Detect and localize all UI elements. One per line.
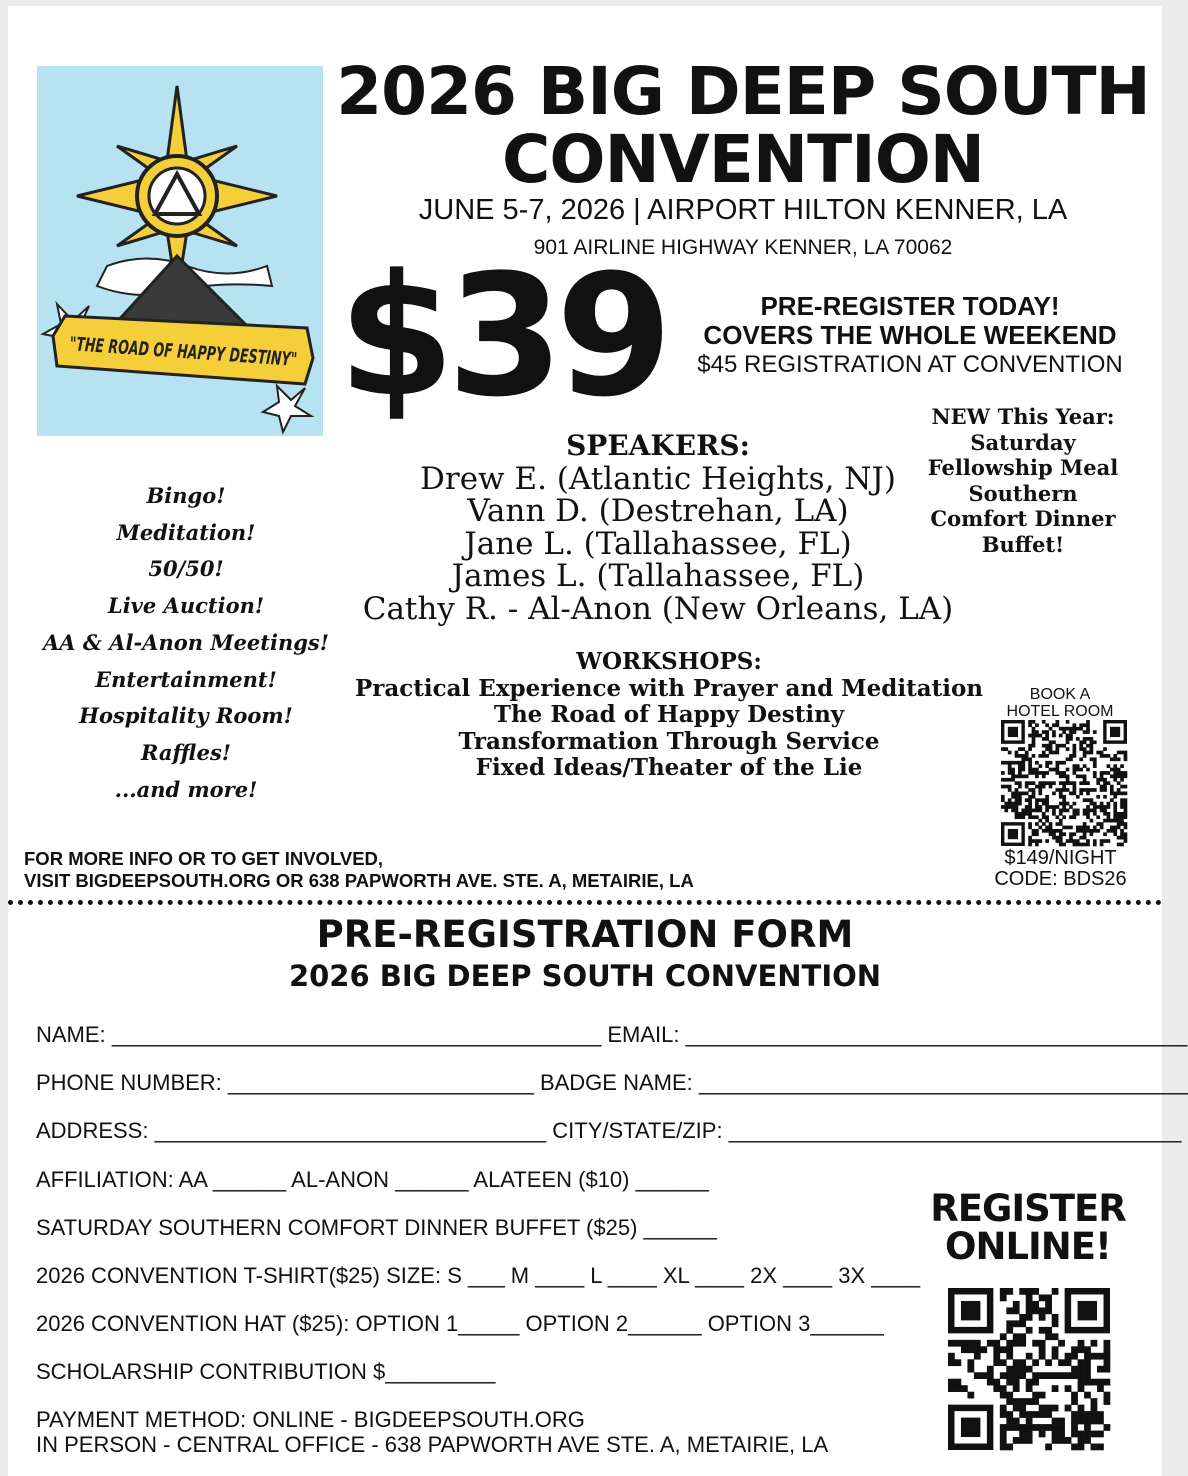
activities-list (26, 478, 346, 808)
payment-line-2: IN PERSON - CENTRAL OFFICE - 638 PAPWORTH AVE STE. A, METAIRIE, LA (36, 1432, 829, 1457)
new-this-year-line: Comfort Dinner (930, 506, 1116, 531)
city-field[interactable]: _____________________________________ (728, 1118, 1182, 1143)
flyer-page (8, 6, 1188, 1476)
hotel-booking-label (993, 686, 1127, 720)
email-field[interactable]: _________________________________________ (685, 1022, 1188, 1047)
new-this-year-line: Buffet! (981, 531, 1065, 557)
address-field[interactable]: ________________________________ (154, 1118, 547, 1143)
new-this-year-line: Fellowship Meal (927, 455, 1119, 480)
phone-field[interactable]: _________________________ (227, 1070, 534, 1095)
activity-item: 50/50! (148, 556, 224, 582)
more-info (24, 848, 694, 892)
register-online (923, 1187, 1133, 1268)
more-info-line-1: FOR MORE INFO OR TO GET INVOLVED, (24, 848, 384, 869)
form-title: PRE-REGISTRATION FORM (316, 913, 854, 956)
activity-item: Entertainment! (95, 666, 277, 692)
affiliation-line[interactable]: AFFILIATION: AA ______ AL-ANON ______ ALATEEN ($10) ______ (36, 1167, 710, 1192)
register-line-1: REGISTER (930, 1187, 1126, 1230)
tshirt-line[interactable]: 2026 CONVENTION T-SHIRT($25) SIZE: S ___ M ____ L ____ XL ____ 2X ____ 3X ____ (36, 1263, 921, 1288)
payment-method (36, 1407, 828, 1457)
hotel-rate (973, 848, 1148, 890)
hotel-label-line-2: HOTEL ROOM (1006, 703, 1114, 720)
new-this-year-line: Southern (968, 480, 1078, 506)
speaker-item: Vann D. (Destrehan, LA) (467, 493, 849, 529)
hotel-code: CODE: BDS26 (994, 868, 1127, 890)
speakers-section (338, 430, 978, 625)
workshop-item: Transformation Through Service (458, 727, 880, 755)
email-label: EMAIL: (607, 1022, 680, 1047)
more-info-line-2: VISIT BIGDEEPSOUTH.ORG OR 638 PAPWORTH AVE. STE. A, METAIRIE, LA (24, 870, 694, 891)
buffet-line[interactable]: SATURDAY SOUTHERN COMFORT DINNER BUFFET ($25) ______ (36, 1215, 717, 1240)
activity-item: Hospitality Room! (79, 703, 293, 729)
scholarship-line[interactable]: SCHOLARSHIP CONTRIBUTION $_________ (36, 1359, 496, 1384)
preregister-callout (668, 292, 1152, 379)
activity-item: Raffles! (140, 739, 231, 765)
new-this-year-line: NEW This Year: (931, 404, 1115, 429)
hotel-label-line-1: BOOK A (1029, 686, 1091, 703)
workshop-item: The Road of Happy Destiny (493, 701, 845, 728)
hotel-price: $149/NIGHT (1004, 847, 1117, 869)
speaker-item: Cathy R. - Al-Anon (New Orleans, LA) (362, 590, 954, 627)
speaker-item: Drew E. (Atlantic Heights, NJ) (420, 460, 896, 497)
name-field[interactable]: ________________________________________ (111, 1022, 602, 1047)
page-title: 2026 BIG DEEP SOUTH CONVENTION (336, 53, 1150, 198)
form-subtitle: 2026 BIG DEEP SOUTH CONVENTION (288, 959, 882, 993)
new-this-year-line: Saturday (970, 429, 1076, 455)
activity-item: AA & Al-Anon Meetings! (43, 629, 329, 655)
form-row-name (36, 1022, 1187, 1048)
cut-line (8, 900, 1162, 905)
price: $39 (338, 238, 665, 434)
event-dateline: JUNE 5-7, 2026 | AIRPORT HILTON KENNER, LA (418, 194, 1068, 226)
form-row-phone (36, 1070, 1188, 1096)
activity-item: Meditation! (116, 519, 256, 545)
hat-line[interactable]: 2026 CONVENTION HAT ($25): OPTION 1_____ OPTION 2______ OPTION 3______ (36, 1311, 884, 1336)
workshop-item: Fixed Ideas/Theater of the Lie (475, 754, 863, 781)
register-line-2: ONLINE! (945, 1225, 1111, 1268)
hotel-qr-code[interactable] (1001, 720, 1127, 846)
workshops-heading: WORKSHOPS: (576, 648, 762, 675)
logo-wordmark: "THE ROAD OF HAPPY DESTINY" (68, 333, 413, 379)
address-label: ADDRESS: (36, 1118, 149, 1143)
badge-label: BADGE NAME: (539, 1070, 693, 1095)
badge-field[interactable]: ________________________________________ (698, 1070, 1188, 1095)
preregister-line-3: $45 REGISTRATION AT CONVENTION (697, 351, 1123, 378)
phone-label: PHONE NUMBER: (36, 1070, 222, 1095)
preregister-line-2: COVERS THE WHOLE WEEKEND (703, 320, 1117, 350)
city-label: CITY/STATE/ZIP: (552, 1118, 723, 1143)
activity-item: ...and more! (114, 776, 258, 802)
speakers-heading: SPEAKERS: (566, 429, 750, 462)
speaker-item: Jane L. (Tallahassee, FL) (464, 525, 852, 562)
form-row-address (36, 1118, 1181, 1144)
preregister-line-1: PRE-REGISTER TODAY! (760, 291, 1060, 321)
workshop-item: Practical Experience with Prayer and Meditation (354, 674, 984, 702)
workshops-section (338, 649, 1000, 782)
speaker-item: James L. (Tallahassee, FL) (451, 558, 865, 594)
register-qr-code[interactable] (948, 1288, 1110, 1450)
venue-address: 901 AIRLINE HIGHWAY KENNER, LA 70062 (533, 236, 953, 259)
payment-line-1: PAYMENT METHOD: ONLINE - BIGDEEPSOUTH.ORG (36, 1407, 585, 1432)
convention-logo (37, 66, 413, 436)
name-label: NAME: (36, 1022, 106, 1047)
activity-item: Bingo! (146, 483, 226, 508)
activity-item: Live Auction! (107, 593, 265, 619)
